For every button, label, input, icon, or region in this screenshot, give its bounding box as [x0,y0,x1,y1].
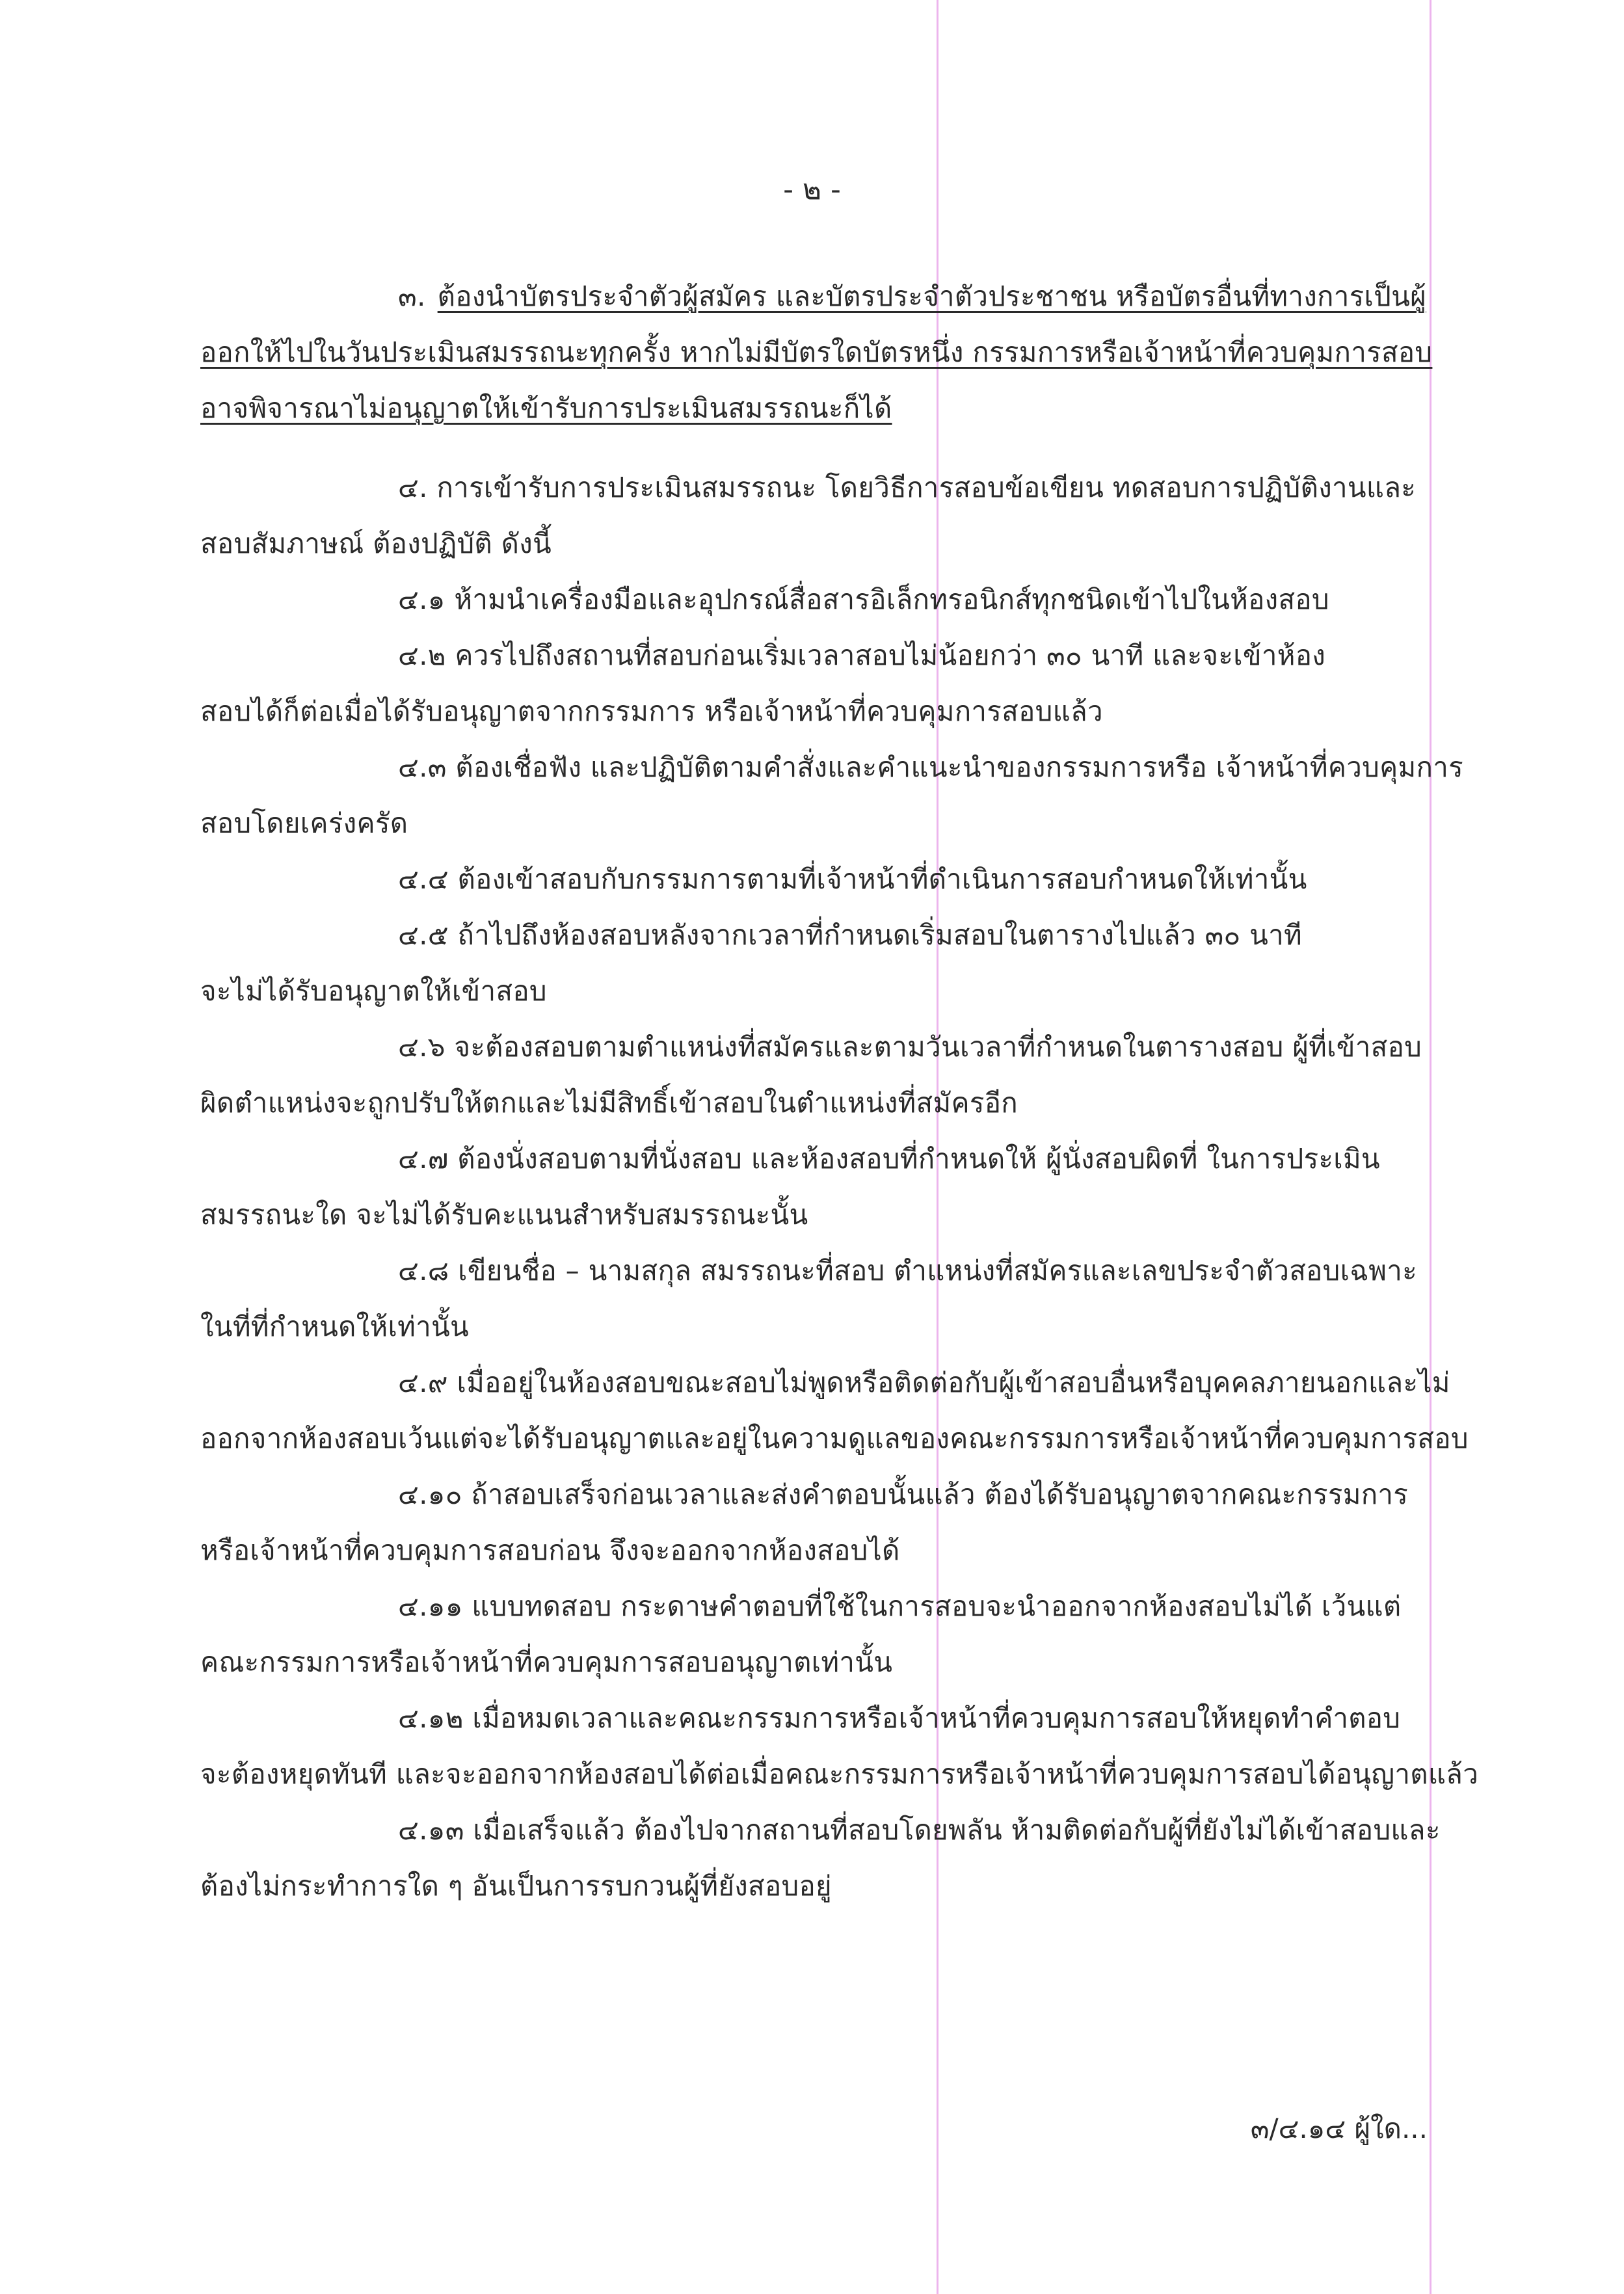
item-4-5-line2: จะไม่ได้รับอนุญาตให้เข้าสอบ [200,975,547,1007]
para4-line1: ๔. การเข้ารับการประเมินสมรรถนะ โดยวิธีการสอบข้อเขียน ทดสอบการปฏิบัติงานและ [398,472,1417,503]
item-4-3-line2: สอบโดยเคร่งครัด [200,807,408,839]
item-4-13-line2: ต้องไม่กระทำการใด ๆ อันเป็นการรบกวนผู้ที่ยังสอบอยู่ [200,1870,832,1902]
item-4-10-line2: หรือเจ้าหน้าที่ควบคุมการสอบก่อน จึงจะออกจากห้องสอบได้ [200,1534,900,1566]
item-4-2-line1: ๔.๒ ควรไปถึงสถานที่สอบก่อนเริ่มเวลาสอบไม่น้อยกว่า ๓๐ นาที และจะเข้าห้อง [398,639,1326,671]
item-4-7-line2: สมรรถนะใด จะไม่ได้รับคะแนนสำหรับสมรรถนะนั้น [200,1199,808,1231]
item-4-3-line1: ๔.๓ ต้องเชื่อฟัง และปฏิบัติตามคำสั่งและคำแนะนำของกรรมการหรือ เจ้าหน้าที่ควบคุมการ [398,751,1463,783]
para3-text: ต้องนำบัตรประจำตัวผู้สมัคร และบัตรประจำตัวประชาชน หรือบัตรอื่นที่ทางการเป็นผู้ [437,280,1427,312]
item-4-12-line2: จะต้องหยุดทันที และจะออกจากห้องสอบได้ต่อเมื่อคณะกรรมการหรือเจ้าหน้าที่ควบคุมการสอบได้อนุญาตแล้ว [200,1758,1479,1790]
item-4-1: ๔.๑ ห้ามนำเครื่องมือและอุปกรณ์สื่อสารอิเล็กทรอนิกส์ทุกชนิดเข้าไปในห้องสอบ [398,583,1329,615]
item-4-4: ๔.๔ ต้องเข้าสอบกับกรรมการตามที่เจ้าหน้าที่ดำเนินการสอบกำหนดให้เท่านั้น [398,863,1307,895]
item-4-9-line1: ๔.๙ เมื่ออยู่ในห้องสอบขณะสอบไม่พูดหรือติดต่อกับผู้เข้าสอบอื่นหรือบุคคลภายนอกและไม่ [398,1367,1450,1398]
item-4-13-line1: ๔.๑๓ เมื่อเสร็จแล้ว ต้องไปจากสถานที่สอบโดยพลัน ห้ามติดต่อกับผู้ที่ยังไม่ได้เข้าสอบและ [398,1814,1441,1846]
item-4-11-line2: คณะกรรมการหรือเจ้าหน้าที่ควบคุมการสอบอนุญาตเท่านั้น [200,1646,893,1678]
item-4-5-line1: ๔.๕ ถ้าไปถึงห้องสอบหลังจากเวลาที่กำหนดเริ่มสอบในตารางไปแล้ว ๓๐ นาที [398,919,1302,951]
item-4-8-line1: ๔.๘ เขียนชื่อ – นามสกุล สมรรถนะที่สอบ ตำแหน่งที่สมัครและเลขประจำตัวสอบเฉพาะ [398,1255,1417,1287]
item-4-6-line1: ๔.๖ จะต้องสอบตามตำแหน่งที่สมัครและตามวันเวลาที่กำหนดในตารางสอบ ผู้ที่เข้าสอบ [398,1031,1422,1063]
item-4-10-line1: ๔.๑๐ ถ้าสอบเสร็จก่อนเวลาและส่งคำตอบนั้นแล้ว ต้องได้รับอนุญาตจากคณะกรรมการ [398,1478,1409,1510]
item-4-12-line1: ๔.๑๒ เมื่อหมดเวลาและคณะกรรมการหรือเจ้าหน้าที่ควบคุมการสอบให้หยุดทำคำตอบ [398,1702,1401,1734]
item-4-11-line1: ๔.๑๑ แบบทดสอบ กระดาษคำตอบที่ใช้ในการสอบจะนำออกจากห้องสอบไม่ได้ เว้นแต่ [398,1590,1402,1622]
item-4-8-line2: ในที่ที่กำหนดให้เท่านั้น [200,1311,470,1342]
item-4-9-line2: ออกจากห้องสอบเว้นแต่จะได้รับอนุญาตและอยู่ในความดูแลของคณะกรรมการหรือเจ้าหน้าที่ควบคุมการสอบ [200,1422,1469,1454]
para3-number: ๓. [398,280,426,312]
para3-line2: ออกให้ไปในวันประเมินสมรรถนะทุกครั้ง หากไม่มีบัตรใดบัตรหนึ่ง กรรมการหรือเจ้าหน้าที่ควบคุมการสอบ [200,336,1433,368]
para3-line1 [398,278,1426,315]
continuation-reference: ๓/๔.๑๔ ผู้ใด... [1250,2113,1428,2144]
item-4-2-line2: สอบได้ก็ต่อเมื่อได้รับอนุญาตจากกรรมการ หรือเจ้าหน้าที่ควบคุมการสอบแล้ว [200,695,1103,727]
page-number: - ๒ - [783,173,841,206]
item-4-7-line1: ๔.๗ ต้องนั่งสอบตามที่นั่งสอบ และห้องสอบที่กำหนดให้ ผู้นั่งสอบผิดที่ ในการประเมิน [398,1143,1380,1175]
para4-line2: สอบสัมภาษณ์ ต้องปฏิบัติ ดังนี้ [200,527,552,559]
item-4-6-line2: ผิดตำแหน่งจะถูกปรับให้ตกและไม่มีสิทธิ์เข้าสอบในตำแหน่งที่สมัครอีก [200,1087,1018,1119]
para3-line3: อาจพิจารณาไม่อนุญาตให้เข้ารับการประเมินสมรรถนะก็ได้ [200,392,892,424]
